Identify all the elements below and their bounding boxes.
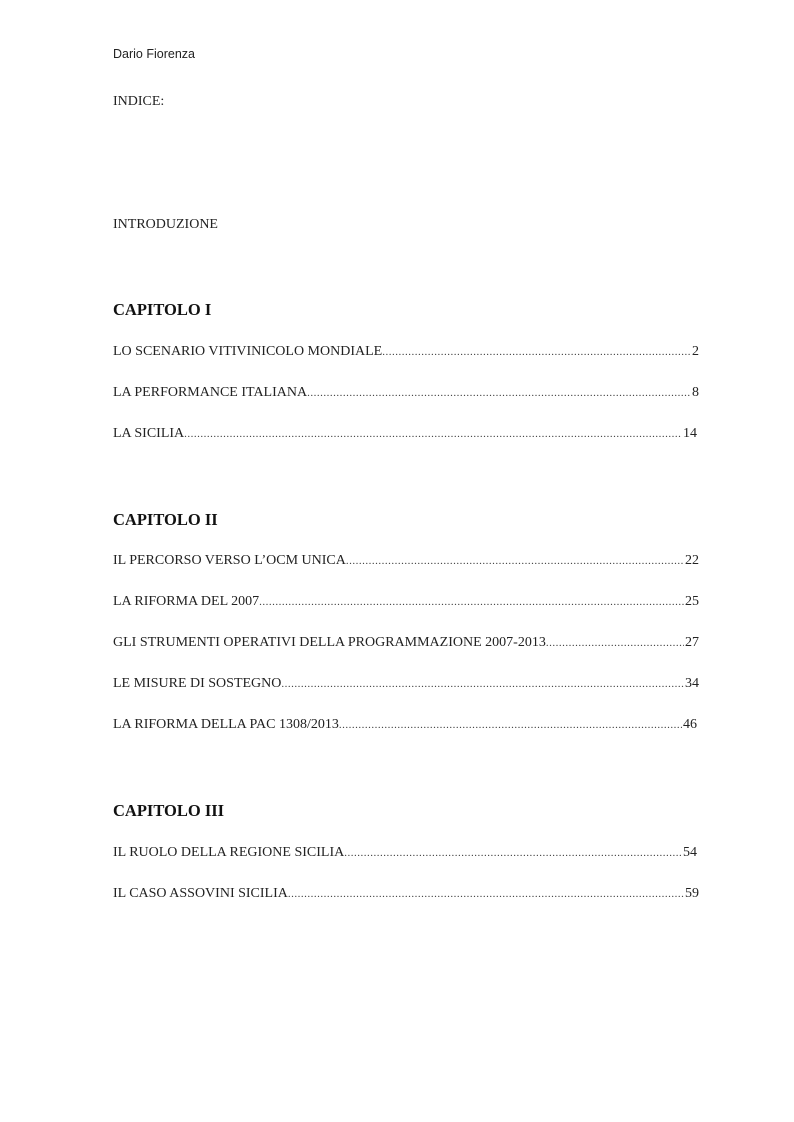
- toc-page-number: 2: [692, 344, 699, 359]
- toc-page-number: 59: [685, 886, 699, 901]
- toc-entry: [113, 717, 697, 737]
- toc-entry-title: LO SCENARIO VITIVINICOLO MONDIALE: [113, 344, 383, 359]
- toc-entry: [113, 385, 699, 405]
- header-author: Dario Fiorenza: [113, 47, 195, 61]
- toc-entry-title: IL CASO ASSOVINI SICILIA: [113, 886, 288, 901]
- chapter-heading: CAPITOLO I: [113, 300, 212, 319]
- dot-leader: [546, 637, 684, 649]
- toc-entry: [113, 344, 699, 364]
- dot-leader: [259, 596, 684, 608]
- toc-page-number: 8: [692, 385, 699, 400]
- introduction-entry: INTRODUZIONE: [113, 217, 218, 232]
- toc-page-number: 46: [683, 717, 697, 732]
- toc-entry: [113, 553, 699, 573]
- toc-entry: [113, 426, 697, 446]
- toc-entry: [113, 594, 699, 614]
- toc-entry-title: LA RIFORMA DELLA PAC 1308/2013: [113, 717, 339, 732]
- dot-leader: [184, 428, 682, 440]
- chapter-heading: CAPITOLO II: [113, 510, 218, 529]
- dot-leader: [382, 346, 691, 358]
- toc-page-number: 14: [683, 426, 697, 441]
- toc-entry-title: GLI STRUMENTI OPERATIVI DELLA PROGRAMMAZIONE 2007-2013: [113, 635, 546, 650]
- toc-entry-title: LA RIFORMA DEL 2007: [113, 594, 260, 609]
- toc-entry-title: IL PERCORSO VERSO L’OCM UNICA: [113, 553, 346, 568]
- dot-leader: [307, 387, 691, 399]
- toc-entry-title: LA SICILIA: [113, 426, 185, 441]
- toc-entry-title: LA PERFORMANCE ITALIANA: [113, 385, 308, 400]
- toc-page-number: 54: [683, 845, 697, 860]
- toc-entry: [113, 845, 697, 865]
- toc-entry-title: IL RUOLO DELLA REGIONE SICILIA: [113, 845, 345, 860]
- toc-page-number: 27: [685, 635, 699, 650]
- dot-leader: [346, 555, 684, 567]
- toc-page-number: 22: [685, 553, 699, 568]
- index-title: INDICE:: [113, 94, 165, 109]
- toc-page-number: 25: [685, 594, 699, 609]
- toc-entry: [113, 635, 699, 655]
- toc-entry-title: LE MISURE DI SOSTEGNO: [113, 676, 282, 691]
- dot-leader: [288, 888, 684, 900]
- chapter-heading: CAPITOLO III: [113, 801, 225, 820]
- dot-leader: [339, 719, 682, 731]
- toc-entry: [113, 886, 699, 906]
- toc-entry: [113, 676, 699, 696]
- dot-leader: [281, 678, 684, 690]
- dot-leader: [344, 847, 682, 859]
- toc-page-number: 34: [685, 676, 699, 691]
